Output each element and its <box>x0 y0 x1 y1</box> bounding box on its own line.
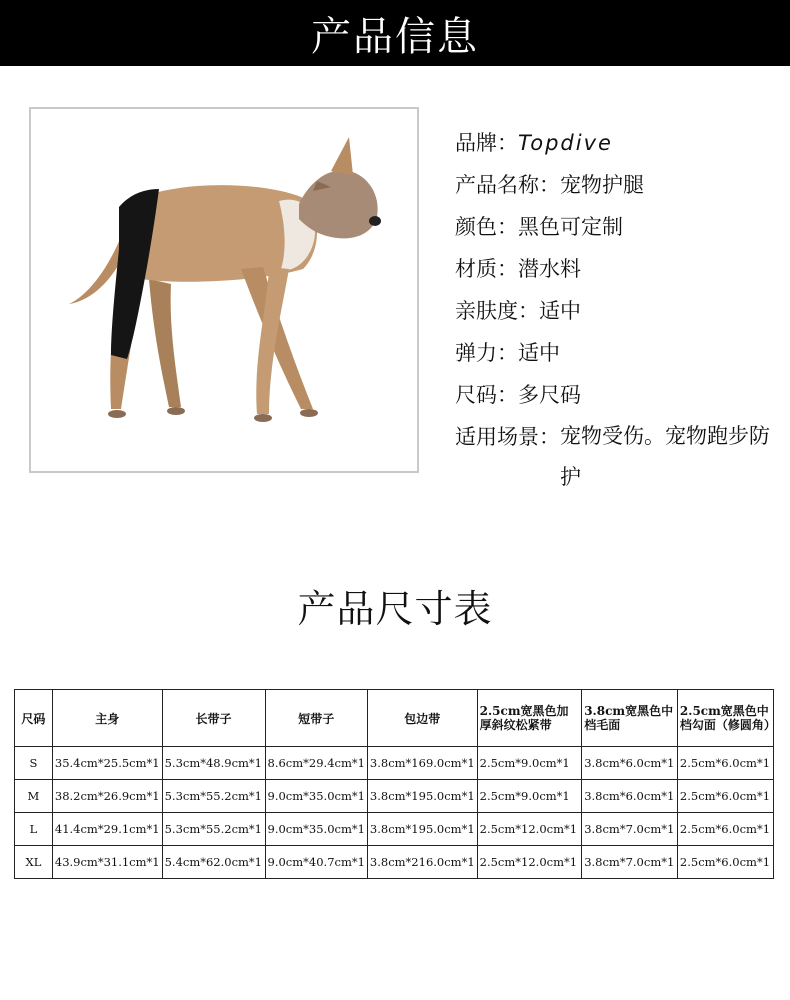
info-row-material <box>455 248 785 290</box>
info-value: 适中 <box>539 299 581 323</box>
table-cell: 3.8cm*169.0cm*1 <box>367 747 477 780</box>
header-cell: 主身 <box>52 690 162 747</box>
table-cell: 2.5cm*6.0cm*1 <box>677 846 773 879</box>
header-cell: 尺码 <box>15 690 53 747</box>
info-row-product-name <box>455 164 785 206</box>
table-cell: 5.4cm*62.0cm*1 <box>162 846 265 879</box>
table-cell: M <box>15 780 53 813</box>
table-row <box>15 846 774 879</box>
info-row-skin-friendliness <box>455 290 785 332</box>
table-cell: 3.8cm*6.0cm*1 <box>582 747 678 780</box>
table-cell: L <box>15 813 53 846</box>
header-cell: 2.5cm宽黑色加厚斜纹松紧带 <box>477 690 582 747</box>
table-cell: 3.8cm*195.0cm*1 <box>367 780 477 813</box>
info-key: 产品名称： <box>455 173 560 197</box>
info-row-scenario <box>455 416 785 498</box>
info-value: 适中 <box>518 341 560 365</box>
info-value: 宠物受伤。宠物跑步防护 <box>560 424 770 489</box>
info-row-size <box>455 374 785 416</box>
header-cell: 短带子 <box>265 690 367 747</box>
header-cell: 3.8cm宽黑色中档毛面 <box>582 690 678 747</box>
info-value: 多尺码 <box>518 383 581 407</box>
info-key: 弹力： <box>455 341 518 365</box>
size-table <box>14 689 774 879</box>
table-cell: 38.2cm*26.9cm*1 <box>52 780 162 813</box>
info-row-brand <box>455 122 785 164</box>
table-header-row <box>15 690 774 747</box>
header-cell: 2.5cm宽黑色中档勾面（修圆角） <box>677 690 773 747</box>
table-cell: 5.3cm*48.9cm*1 <box>162 747 265 780</box>
table-row <box>15 780 774 813</box>
info-value: 宠物护腿 <box>560 173 644 197</box>
table-row <box>15 747 774 780</box>
product-photo <box>29 107 419 473</box>
info-value: 黑色可定制 <box>518 215 623 239</box>
table-cell: 3.8cm*216.0cm*1 <box>367 846 477 879</box>
table-cell: 8.6cm*29.4cm*1 <box>265 747 367 780</box>
size-table-title: 产品尺寸表 <box>297 587 493 631</box>
info-row-color <box>455 206 785 248</box>
table-cell: 41.4cm*29.1cm*1 <box>52 813 162 846</box>
info-key: 品牌： <box>455 131 518 155</box>
table-cell: 5.3cm*55.2cm*1 <box>162 780 265 813</box>
info-key: 尺码： <box>455 383 518 407</box>
table-cell: 2.5cm*6.0cm*1 <box>677 813 773 846</box>
header-cell: 包边带 <box>367 690 477 747</box>
product-info-list <box>455 122 785 498</box>
table-cell: 2.5cm*12.0cm*1 <box>477 846 582 879</box>
table-cell: 2.5cm*6.0cm*1 <box>677 780 773 813</box>
info-key: 材质： <box>455 257 518 281</box>
table-cell: 2.5cm*9.0cm*1 <box>477 780 582 813</box>
table-cell: 3.8cm*6.0cm*1 <box>582 780 678 813</box>
table-cell: 9.0cm*35.0cm*1 <box>265 813 367 846</box>
table-row <box>15 813 774 846</box>
info-value: 潜水料 <box>518 257 581 281</box>
dog-illustration <box>31 109 417 471</box>
table-cell: 2.5cm*12.0cm*1 <box>477 813 582 846</box>
table-cell: 2.5cm*6.0cm*1 <box>677 747 773 780</box>
table-cell: 2.5cm*9.0cm*1 <box>477 747 582 780</box>
table-cell: 3.8cm*195.0cm*1 <box>367 813 477 846</box>
info-row-elasticity <box>455 332 785 374</box>
banner-title: 产品信息 <box>311 13 479 60</box>
table-cell: S <box>15 747 53 780</box>
header-cell: 长带子 <box>162 690 265 747</box>
table-cell: XL <box>15 846 53 879</box>
table-cell: 3.8cm*7.0cm*1 <box>582 846 678 879</box>
table-cell: 9.0cm*35.0cm*1 <box>265 780 367 813</box>
info-key: 亲肤度： <box>455 299 539 323</box>
table-cell: 43.9cm*31.1cm*1 <box>52 846 162 879</box>
section-banner <box>0 0 790 66</box>
info-key: 适用场景： <box>455 425 560 449</box>
table-cell: 9.0cm*40.7cm*1 <box>265 846 367 879</box>
table-cell: 35.4cm*25.5cm*1 <box>52 747 162 780</box>
info-key: 颜色： <box>455 215 518 239</box>
info-value: Topdive <box>518 131 613 155</box>
table-cell: 3.8cm*7.0cm*1 <box>582 813 678 846</box>
table-cell: 5.3cm*55.2cm*1 <box>162 813 265 846</box>
